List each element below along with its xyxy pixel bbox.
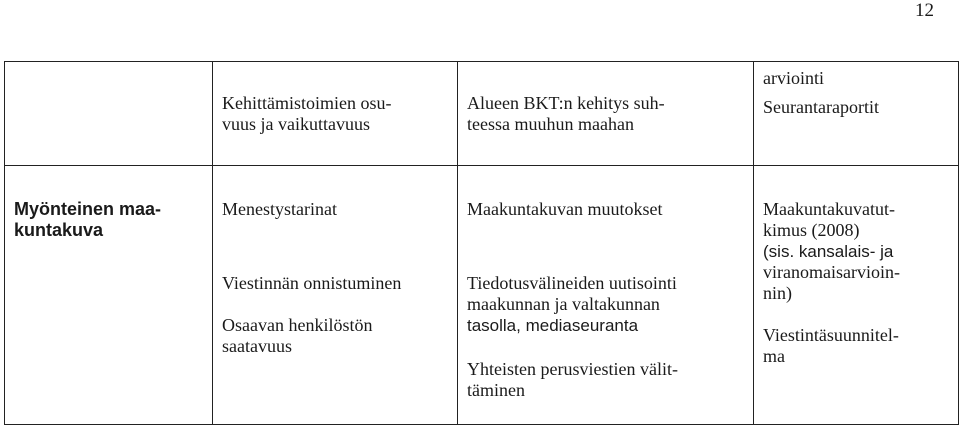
row-label-line: Myönteinen maa- [14, 199, 162, 219]
page-number: 12 [915, 0, 934, 21]
header-cell-empty [5, 62, 213, 166]
header-text-line: Seurantaraportit [763, 97, 879, 117]
source-text: Viestintäsuunnitel- [763, 325, 899, 345]
table-row [5, 166, 959, 425]
source-text: nin) [763, 283, 792, 303]
evaluation-table [4, 61, 959, 425]
header-text-line: arviointi [763, 68, 824, 88]
source-text: ma [763, 346, 785, 366]
header-text-line: teessa muuhun maahan [467, 114, 634, 134]
header-text-line: vuus ja vaikuttavuus [222, 114, 370, 134]
indicator-text: saatavuus [222, 336, 292, 356]
header-cell-relevance [213, 62, 458, 166]
source-text: (sis. kansalais- ja [763, 242, 894, 261]
row-label-line: kuntakuva [14, 220, 104, 240]
sources-cell [754, 166, 959, 425]
header-text-line: Kehittämistoimien osu- [222, 93, 392, 113]
measure-text: täminen [467, 380, 525, 400]
measure-text: maakunnan ja valtakunnan [467, 294, 660, 314]
table-header-row [5, 62, 959, 166]
source-text: kimus (2008) [763, 220, 860, 240]
measure-text: Tiedotusvälineiden uutisointi [467, 273, 677, 293]
indicators-cell [213, 166, 458, 425]
indicator-text: Viestinnän onnistuminen [222, 273, 402, 293]
measures-cell [458, 166, 754, 425]
header-text-line: Alueen BKT:n kehitys suh- [467, 93, 665, 113]
measure-text: Yhteisten perusviestien välit- [467, 359, 678, 379]
row-label-cell [5, 166, 213, 425]
source-text: viranomaisarvioin- [763, 262, 900, 282]
measure-text: Maakuntakuvan muutokset [467, 199, 663, 219]
header-cell-gdp [458, 62, 754, 166]
source-text: Maakuntakuvatut- [763, 199, 895, 219]
header-cell-reports [754, 62, 959, 166]
measure-text: tasolla, mediaseuranta [467, 316, 639, 335]
indicator-text: Osaavan henkilöstön [222, 315, 373, 335]
indicator-text: Menestystarinat [222, 199, 337, 219]
